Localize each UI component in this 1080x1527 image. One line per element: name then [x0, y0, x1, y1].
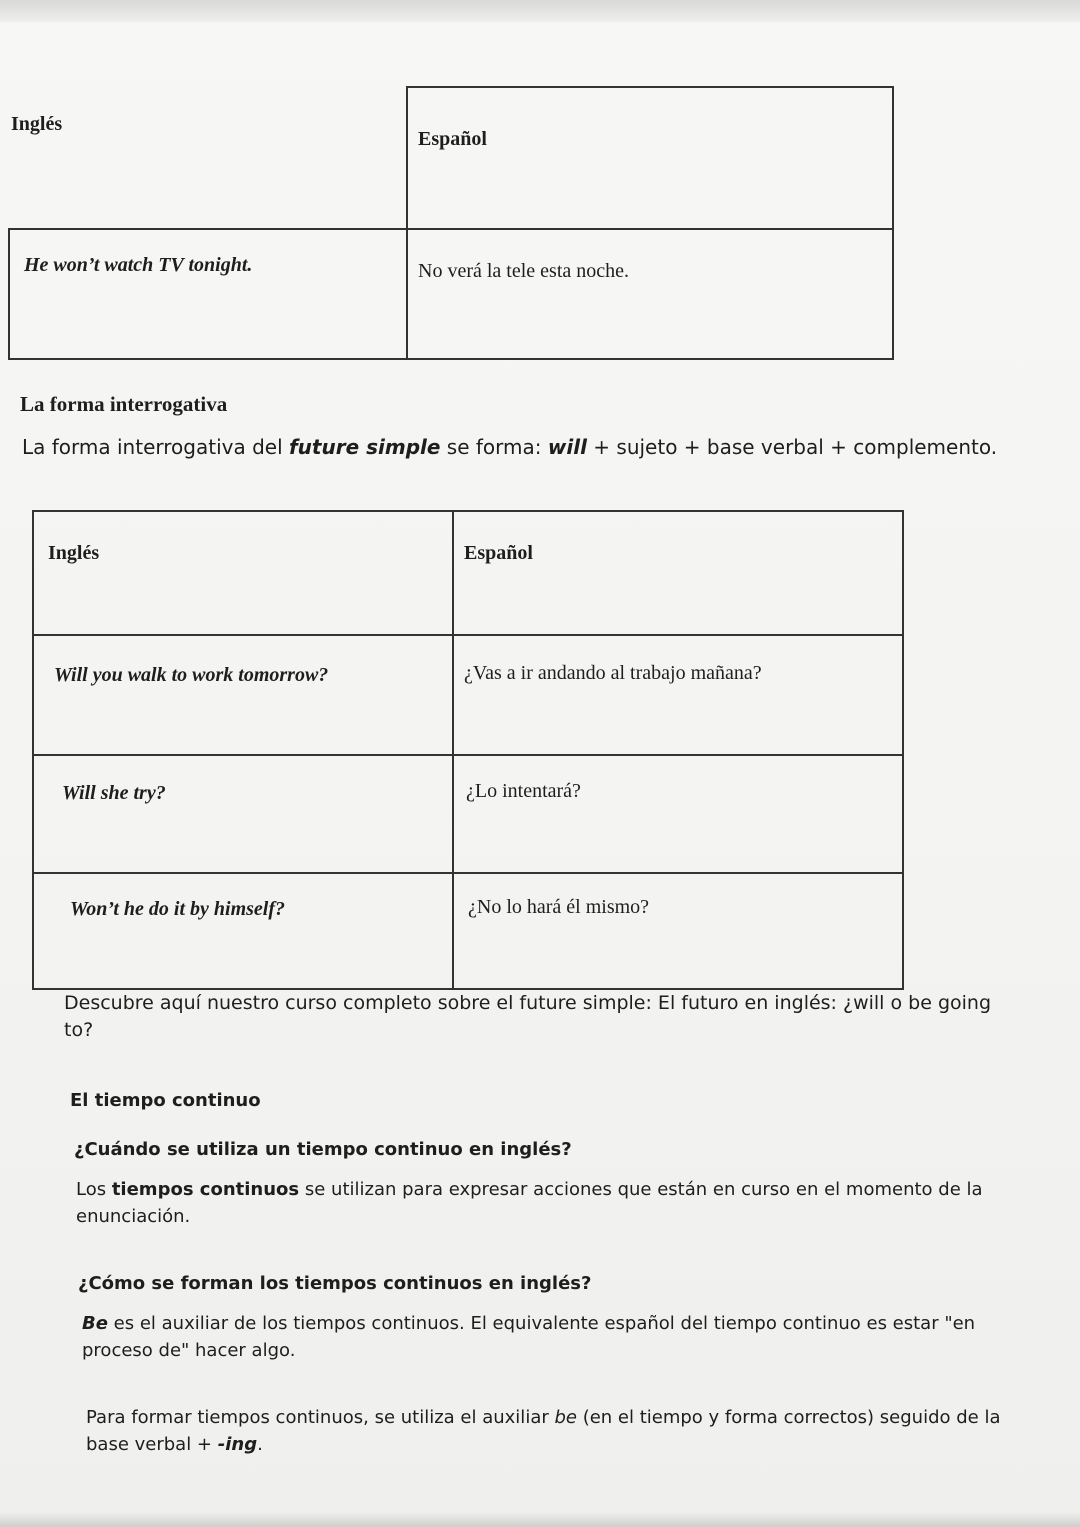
- intro-text-2: se forma:: [440, 435, 548, 459]
- english-sentence: Will you walk to work tomorrow?: [54, 664, 329, 686]
- intro-term: future simple: [288, 435, 441, 459]
- p3-text-1: Para formar tiempos continuos, se utiliza el auxiliar: [86, 1407, 555, 1428]
- p2-text: es el auxiliar de los tiempos continuos. El equivalente español del tiempo continuo es estar "en proceso de" hacer algo.: [82, 1313, 976, 1361]
- interrogative-example-table: [32, 510, 904, 990]
- spanish-translation: ¿Vas a ir andando al trabajo mañana?: [464, 662, 762, 684]
- english-sentence: Won’t he do it by himself?: [70, 898, 285, 920]
- spanish-translation: No verá la tele esta noche.: [418, 260, 630, 282]
- intro-will: will: [547, 435, 587, 459]
- paragraph-form: [86, 1404, 1016, 1458]
- paragraph-when: [76, 1176, 1016, 1230]
- table-row: [33, 755, 903, 873]
- course-link-text[interactable]: Descubre aquí nuestro curso completo sobre el future simple: El futuro en inglés: ¿will o be going to?: [64, 992, 992, 1041]
- p1-text-2: se utilizan para expresar acciones que están en curso en el momento de la enunciación.: [76, 1179, 983, 1227]
- table-row: [33, 635, 903, 755]
- english-sentence: Will she try?: [62, 782, 166, 804]
- header-ingles: Inglés: [11, 113, 63, 135]
- table-row: [33, 873, 903, 989]
- section-heading-interrogative: La forma interrogativa: [20, 392, 228, 416]
- p3-text-2: (en el tiempo y forma correctos) seguido de la base verbal +: [86, 1407, 1001, 1455]
- question-when: ¿Cuándo se utiliza un tiempo continuo en inglés?: [74, 1139, 572, 1160]
- p1-bold: tiempos continuos: [111, 1179, 300, 1200]
- section-title-continuous: El tiempo continuo: [70, 1090, 261, 1111]
- p3-ing: -ing: [217, 1434, 258, 1455]
- header-espanol: Español: [464, 542, 533, 564]
- question-how: ¿Cómo se forman los tiempos continuos en inglés?: [78, 1273, 592, 1294]
- intro-text-1: La forma interrogativa del: [22, 435, 289, 459]
- page-top-edge: [0, 0, 1080, 22]
- p2-bold: Be: [82, 1313, 108, 1334]
- header-ingles: Inglés: [48, 542, 100, 564]
- table-row: [9, 229, 893, 359]
- intro-text-3: + sujeto + base verbal + complemento.: [586, 435, 998, 459]
- header-espanol: Español: [418, 128, 487, 150]
- p1-text-1: Los: [76, 1179, 112, 1200]
- negative-example-table: [8, 86, 894, 360]
- english-sentence: He won’t watch TV tonight.: [24, 254, 253, 276]
- paragraph-how: [82, 1310, 1012, 1364]
- spanish-translation: ¿No lo hará él mismo?: [468, 896, 650, 918]
- p3-be: be: [554, 1407, 577, 1428]
- spanish-translation: ¿Lo intentará?: [466, 780, 581, 802]
- interrogative-intro: [22, 434, 1062, 461]
- table-header-row: [9, 87, 893, 229]
- table-header-row: [33, 511, 903, 635]
- page-bottom-edge: [0, 1512, 1080, 1527]
- p3-text-3: .: [257, 1434, 263, 1455]
